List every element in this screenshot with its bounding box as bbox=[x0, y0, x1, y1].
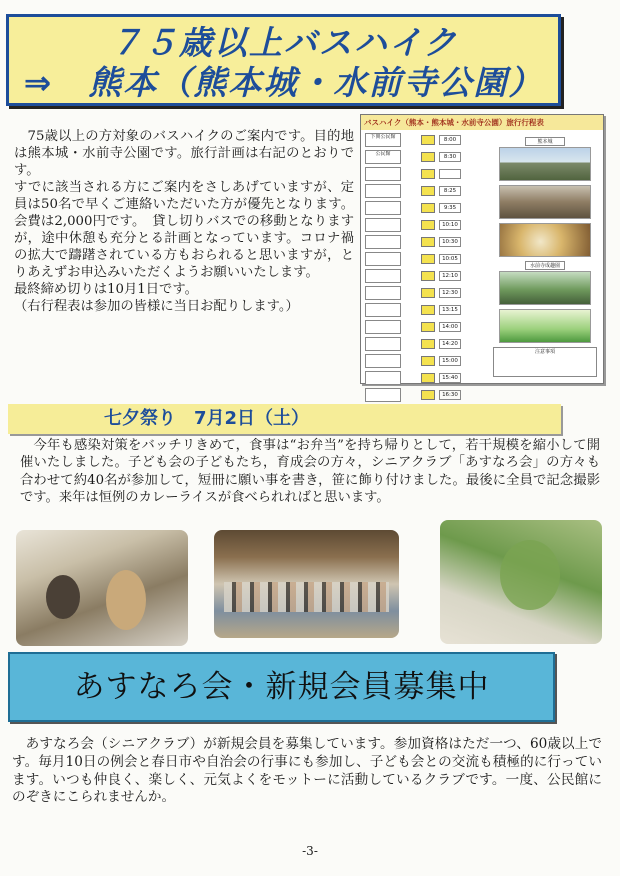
itinerary-badge bbox=[421, 169, 435, 179]
itinerary-notes: 注意事項 bbox=[493, 347, 597, 377]
bus-hike-body bbox=[14, 128, 354, 315]
itinerary-time: 14:20 bbox=[439, 339, 461, 349]
itinerary-place bbox=[365, 371, 401, 385]
itinerary-photos bbox=[493, 137, 597, 347]
itinerary-row bbox=[365, 269, 485, 283]
tanabata-photo-group bbox=[214, 530, 399, 638]
itinerary-row bbox=[365, 303, 485, 317]
bus-hike-title: ７５歳以上バスハイク bbox=[108, 23, 459, 62]
itinerary-badge bbox=[421, 135, 435, 145]
itinerary-place bbox=[365, 269, 401, 283]
itinerary-place bbox=[365, 354, 401, 368]
itinerary-row bbox=[365, 337, 485, 351]
itinerary-time: 9:35 bbox=[439, 203, 461, 213]
tanabata-photo-seniors bbox=[16, 530, 188, 646]
tanabata-title: 七夕祭り 7月2日（土） bbox=[8, 404, 561, 434]
itinerary-badge bbox=[421, 203, 435, 213]
itinerary-badge bbox=[421, 271, 435, 281]
itinerary-row bbox=[365, 167, 485, 181]
photo-label: 熊本城 bbox=[525, 137, 565, 146]
itinerary-place: 下関公民館 bbox=[365, 133, 401, 147]
itinerary-time: 15:40 bbox=[439, 373, 461, 383]
castle-photo bbox=[499, 147, 591, 181]
itinerary-badge bbox=[421, 390, 435, 400]
bus-hike-paragraph-4: （右行程表は参加の皆様に当日お配りします。） bbox=[14, 299, 299, 314]
itinerary-row bbox=[365, 371, 485, 385]
itinerary-badge bbox=[421, 254, 435, 264]
itinerary-row bbox=[365, 201, 485, 215]
tanabata-body: 今年も感染対策をバッチリきめて，食事は“お弁当”を持ち帰りとして，若干規模を縮小して開催いたしました。子ども会の子どもたち，育成会の方々，シニアクラブ「あすなろ会」の方々も合わせて約40名が参加して，短冊に願い事を書き，笹に飾り付けました。最後に全員で記念撮影です。来年は恒例のカレーライスが食べられればと思います。 bbox=[20, 438, 600, 505]
itinerary-sheet bbox=[360, 114, 604, 398]
itinerary-time: 10:05 bbox=[439, 254, 461, 264]
itinerary-place bbox=[365, 320, 401, 334]
itinerary-badge bbox=[421, 237, 435, 247]
itinerary-badge bbox=[421, 288, 435, 298]
itinerary-title: バスハイク（熊本・熊本城・水前寺公園）旅行行程表 bbox=[361, 115, 603, 130]
itinerary-place bbox=[365, 184, 401, 198]
itinerary-badge bbox=[421, 220, 435, 230]
itinerary-time: 10:30 bbox=[439, 237, 461, 247]
itinerary-time: 8:30 bbox=[439, 152, 461, 162]
itinerary-row bbox=[365, 235, 485, 249]
itinerary-rows bbox=[365, 133, 485, 422]
itinerary-time: 13:15 bbox=[439, 305, 461, 315]
itinerary-place bbox=[365, 167, 401, 181]
photo-label: 水前寺成趣園 bbox=[525, 261, 565, 270]
itinerary-row bbox=[365, 252, 485, 266]
itinerary-row bbox=[365, 286, 485, 300]
asunaro-banner: あすなろ会・新規会員募集中 bbox=[8, 652, 555, 722]
itinerary-row bbox=[365, 320, 485, 334]
itinerary-place bbox=[365, 388, 401, 402]
asunaro-body: あすなろ会（シニアクラブ）が新規会員を募集しています。参加資格はただ一つ、60歳以上です。毎月10日の例会と春日市や自治会の行事にも参加し、子ども会との交流も積極的に行っています。いつも仲良く、楽しく、元気よくをモットーに活動しているクラブです。一度、公民館にのぞきにこられませんか。 bbox=[12, 736, 602, 806]
itinerary-badge bbox=[421, 373, 435, 383]
itinerary-row bbox=[365, 184, 485, 198]
itinerary-time: 15:00 bbox=[439, 356, 461, 366]
garden-photo bbox=[499, 271, 591, 305]
itinerary-badge bbox=[421, 186, 435, 196]
bus-hike-paragraph-1: 75歳以上の方対象のバスハイクのご案内です。目的地は熊本城・水前寺公園です。旅行計画は右記のとおりです。 bbox=[14, 129, 354, 178]
itinerary-row bbox=[365, 150, 485, 164]
itinerary-time: 16:30 bbox=[439, 390, 461, 400]
itinerary-time: 10:10 bbox=[439, 220, 461, 230]
itinerary-place bbox=[365, 235, 401, 249]
roadside-station-photo bbox=[499, 309, 591, 343]
itinerary-time: 12:30 bbox=[439, 288, 461, 298]
bus-hike-paragraph-3: 最終締め切りは10月1日です。 bbox=[14, 282, 198, 297]
tanabata-photo-bamboo bbox=[440, 520, 602, 644]
itinerary-time: 14:00 bbox=[439, 322, 461, 332]
page-number: -3- bbox=[302, 844, 318, 858]
food-photo bbox=[499, 223, 591, 257]
itinerary-place bbox=[365, 303, 401, 317]
itinerary-row bbox=[365, 218, 485, 232]
bus-hike-banner bbox=[6, 14, 561, 106]
street-photo bbox=[499, 185, 591, 219]
itinerary-place bbox=[365, 252, 401, 266]
itinerary-badge bbox=[421, 339, 435, 349]
itinerary-badge bbox=[421, 322, 435, 332]
itinerary-time bbox=[439, 169, 461, 179]
itinerary-time: 8:00 bbox=[439, 135, 461, 145]
itinerary-row bbox=[365, 133, 485, 147]
itinerary-badge bbox=[421, 152, 435, 162]
itinerary-place bbox=[365, 218, 401, 232]
itinerary-row bbox=[365, 354, 485, 368]
itinerary-badge bbox=[421, 356, 435, 366]
itinerary-badge bbox=[421, 305, 435, 315]
itinerary-time: 8:25 bbox=[439, 186, 461, 196]
itinerary-place bbox=[365, 286, 401, 300]
itinerary-row bbox=[365, 388, 485, 402]
bus-hike-destination: ⇒ 熊本（熊本城・水前寺公園） bbox=[23, 63, 544, 102]
itinerary-place bbox=[365, 337, 401, 351]
itinerary-place bbox=[365, 201, 401, 215]
bus-hike-paragraph-2: すでに該当される方にご案内をさしあげていますが、定員は50名で早くご連絡いただいた方が優先となります。会費は2,000円です。 貸し切りバスでの移動となりますが，途中休憩も充分とる計画となっています。コロナ禍の拡大で躊躇されている方もおられると思いますが，とりあえずお申込みいただくようお願いいたします。 bbox=[14, 180, 354, 280]
itinerary-time: 12:10 bbox=[439, 271, 461, 281]
itinerary-place: 公民館 bbox=[365, 150, 401, 164]
